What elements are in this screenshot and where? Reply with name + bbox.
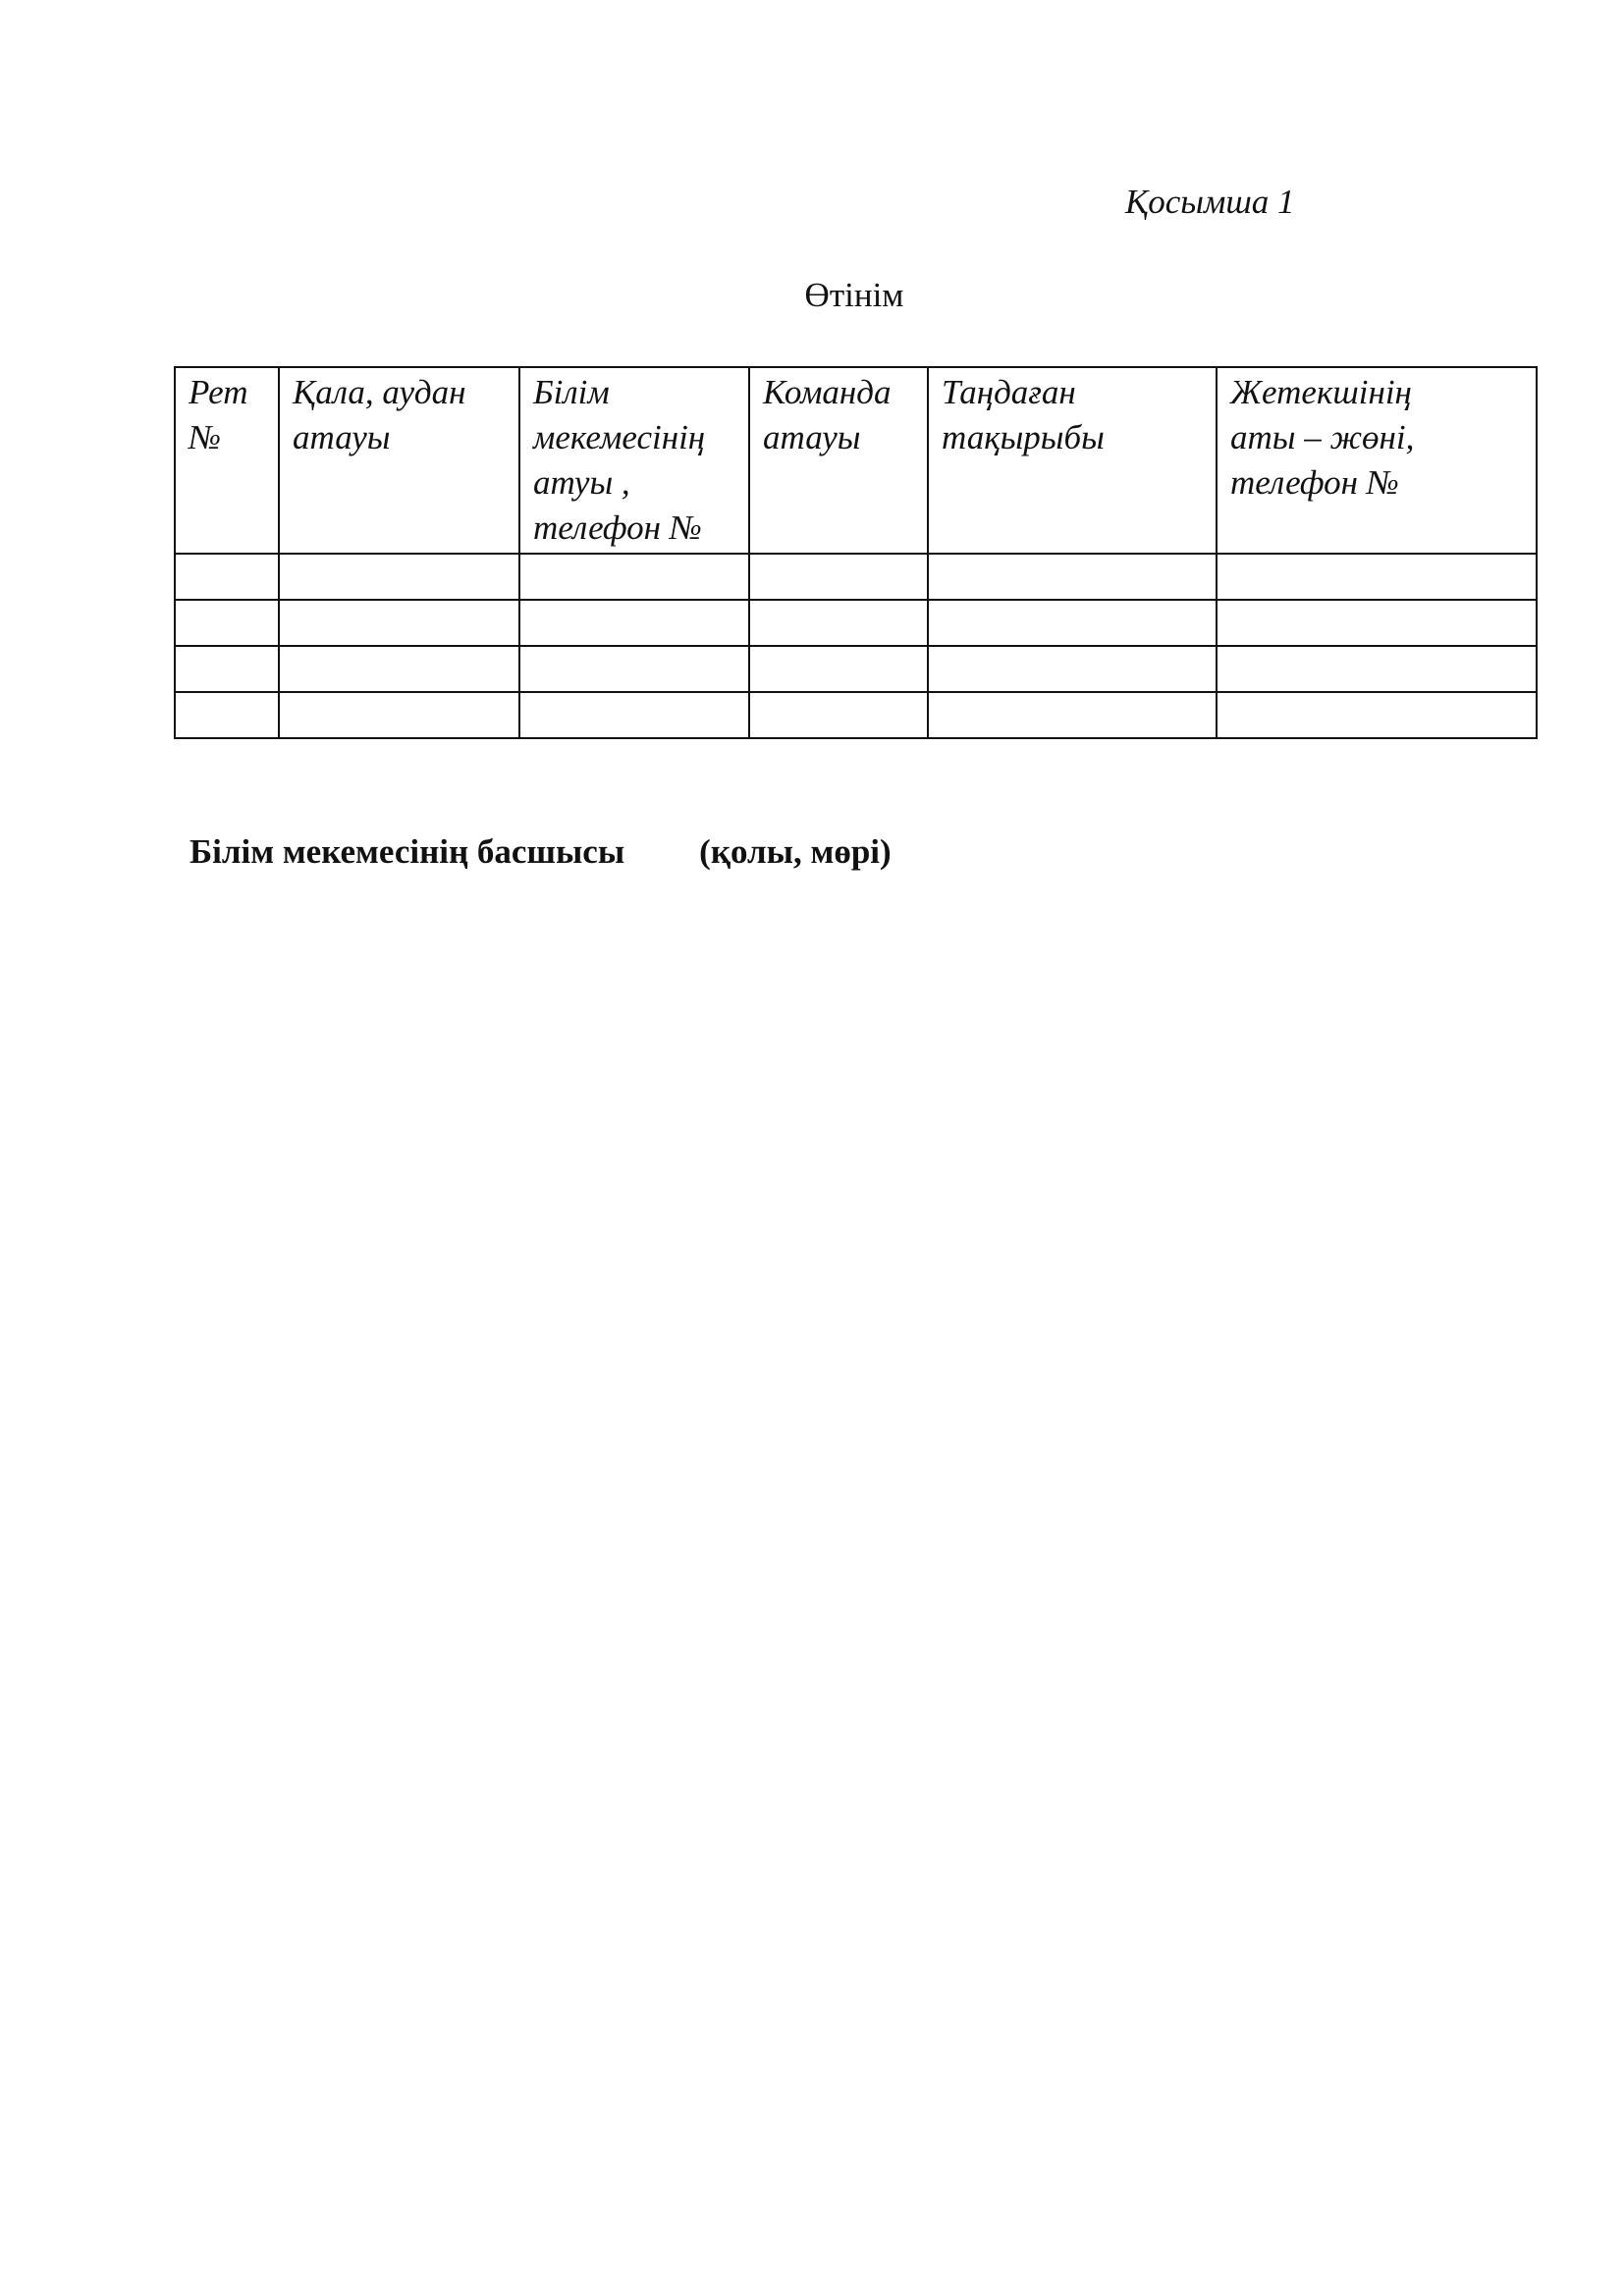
header-cell-chosen-topic: [928, 367, 1217, 554]
signature-line: [189, 832, 892, 872]
table-cell: [928, 646, 1217, 692]
document-title: Өтінім: [804, 276, 904, 314]
table-cell: [175, 554, 279, 600]
table-row: [175, 646, 1537, 692]
table-cell: [279, 554, 519, 600]
table-cell: [519, 692, 749, 738]
header-cell-institution: [519, 367, 749, 554]
table-cell: [1217, 554, 1537, 600]
table-cell: [175, 692, 279, 738]
table-cell: [279, 600, 519, 646]
table-cell: [1217, 692, 1537, 738]
table-cell: [928, 554, 1217, 600]
header-label: Рет №: [189, 373, 248, 456]
table-cell: [749, 600, 928, 646]
table-cell: [175, 646, 279, 692]
application-table: [174, 366, 1538, 739]
header-cell-order-number: [175, 367, 279, 554]
table-header-row: [175, 367, 1537, 554]
table-cell: [175, 600, 279, 646]
table-cell: [749, 554, 928, 600]
signature-note: (қолы, мөрі): [699, 832, 892, 871]
table-row: [175, 600, 1537, 646]
table-row: [175, 692, 1537, 738]
table-cell: [519, 600, 749, 646]
table-cell: [928, 600, 1217, 646]
header-label: Команда атауы: [763, 373, 892, 456]
table-cell: [1217, 600, 1537, 646]
header-cell-supervisor: [1217, 367, 1537, 554]
signature-label: Білім мекемесінің басшысы: [189, 832, 625, 871]
table-cell: [749, 646, 928, 692]
appendix-label: Қосымша 1: [1125, 183, 1295, 221]
table-cell: [1217, 646, 1537, 692]
header-label: Қала, аудан атауы: [293, 373, 466, 456]
header-cell-city-district: [279, 367, 519, 554]
table-cell: [279, 646, 519, 692]
header-label: Білім мекемесінің атуы , телефон №: [533, 373, 706, 547]
table-row: [175, 554, 1537, 600]
table-cell: [279, 692, 519, 738]
table-cell: [749, 692, 928, 738]
header-label: Жетекшінің аты – жөні, телефон №: [1230, 373, 1415, 502]
header-label: Таңдаған тақырыбы: [942, 373, 1105, 456]
table-cell: [928, 692, 1217, 738]
header-cell-team-name: [749, 367, 928, 554]
table-cell: [519, 646, 749, 692]
table-cell: [519, 554, 749, 600]
